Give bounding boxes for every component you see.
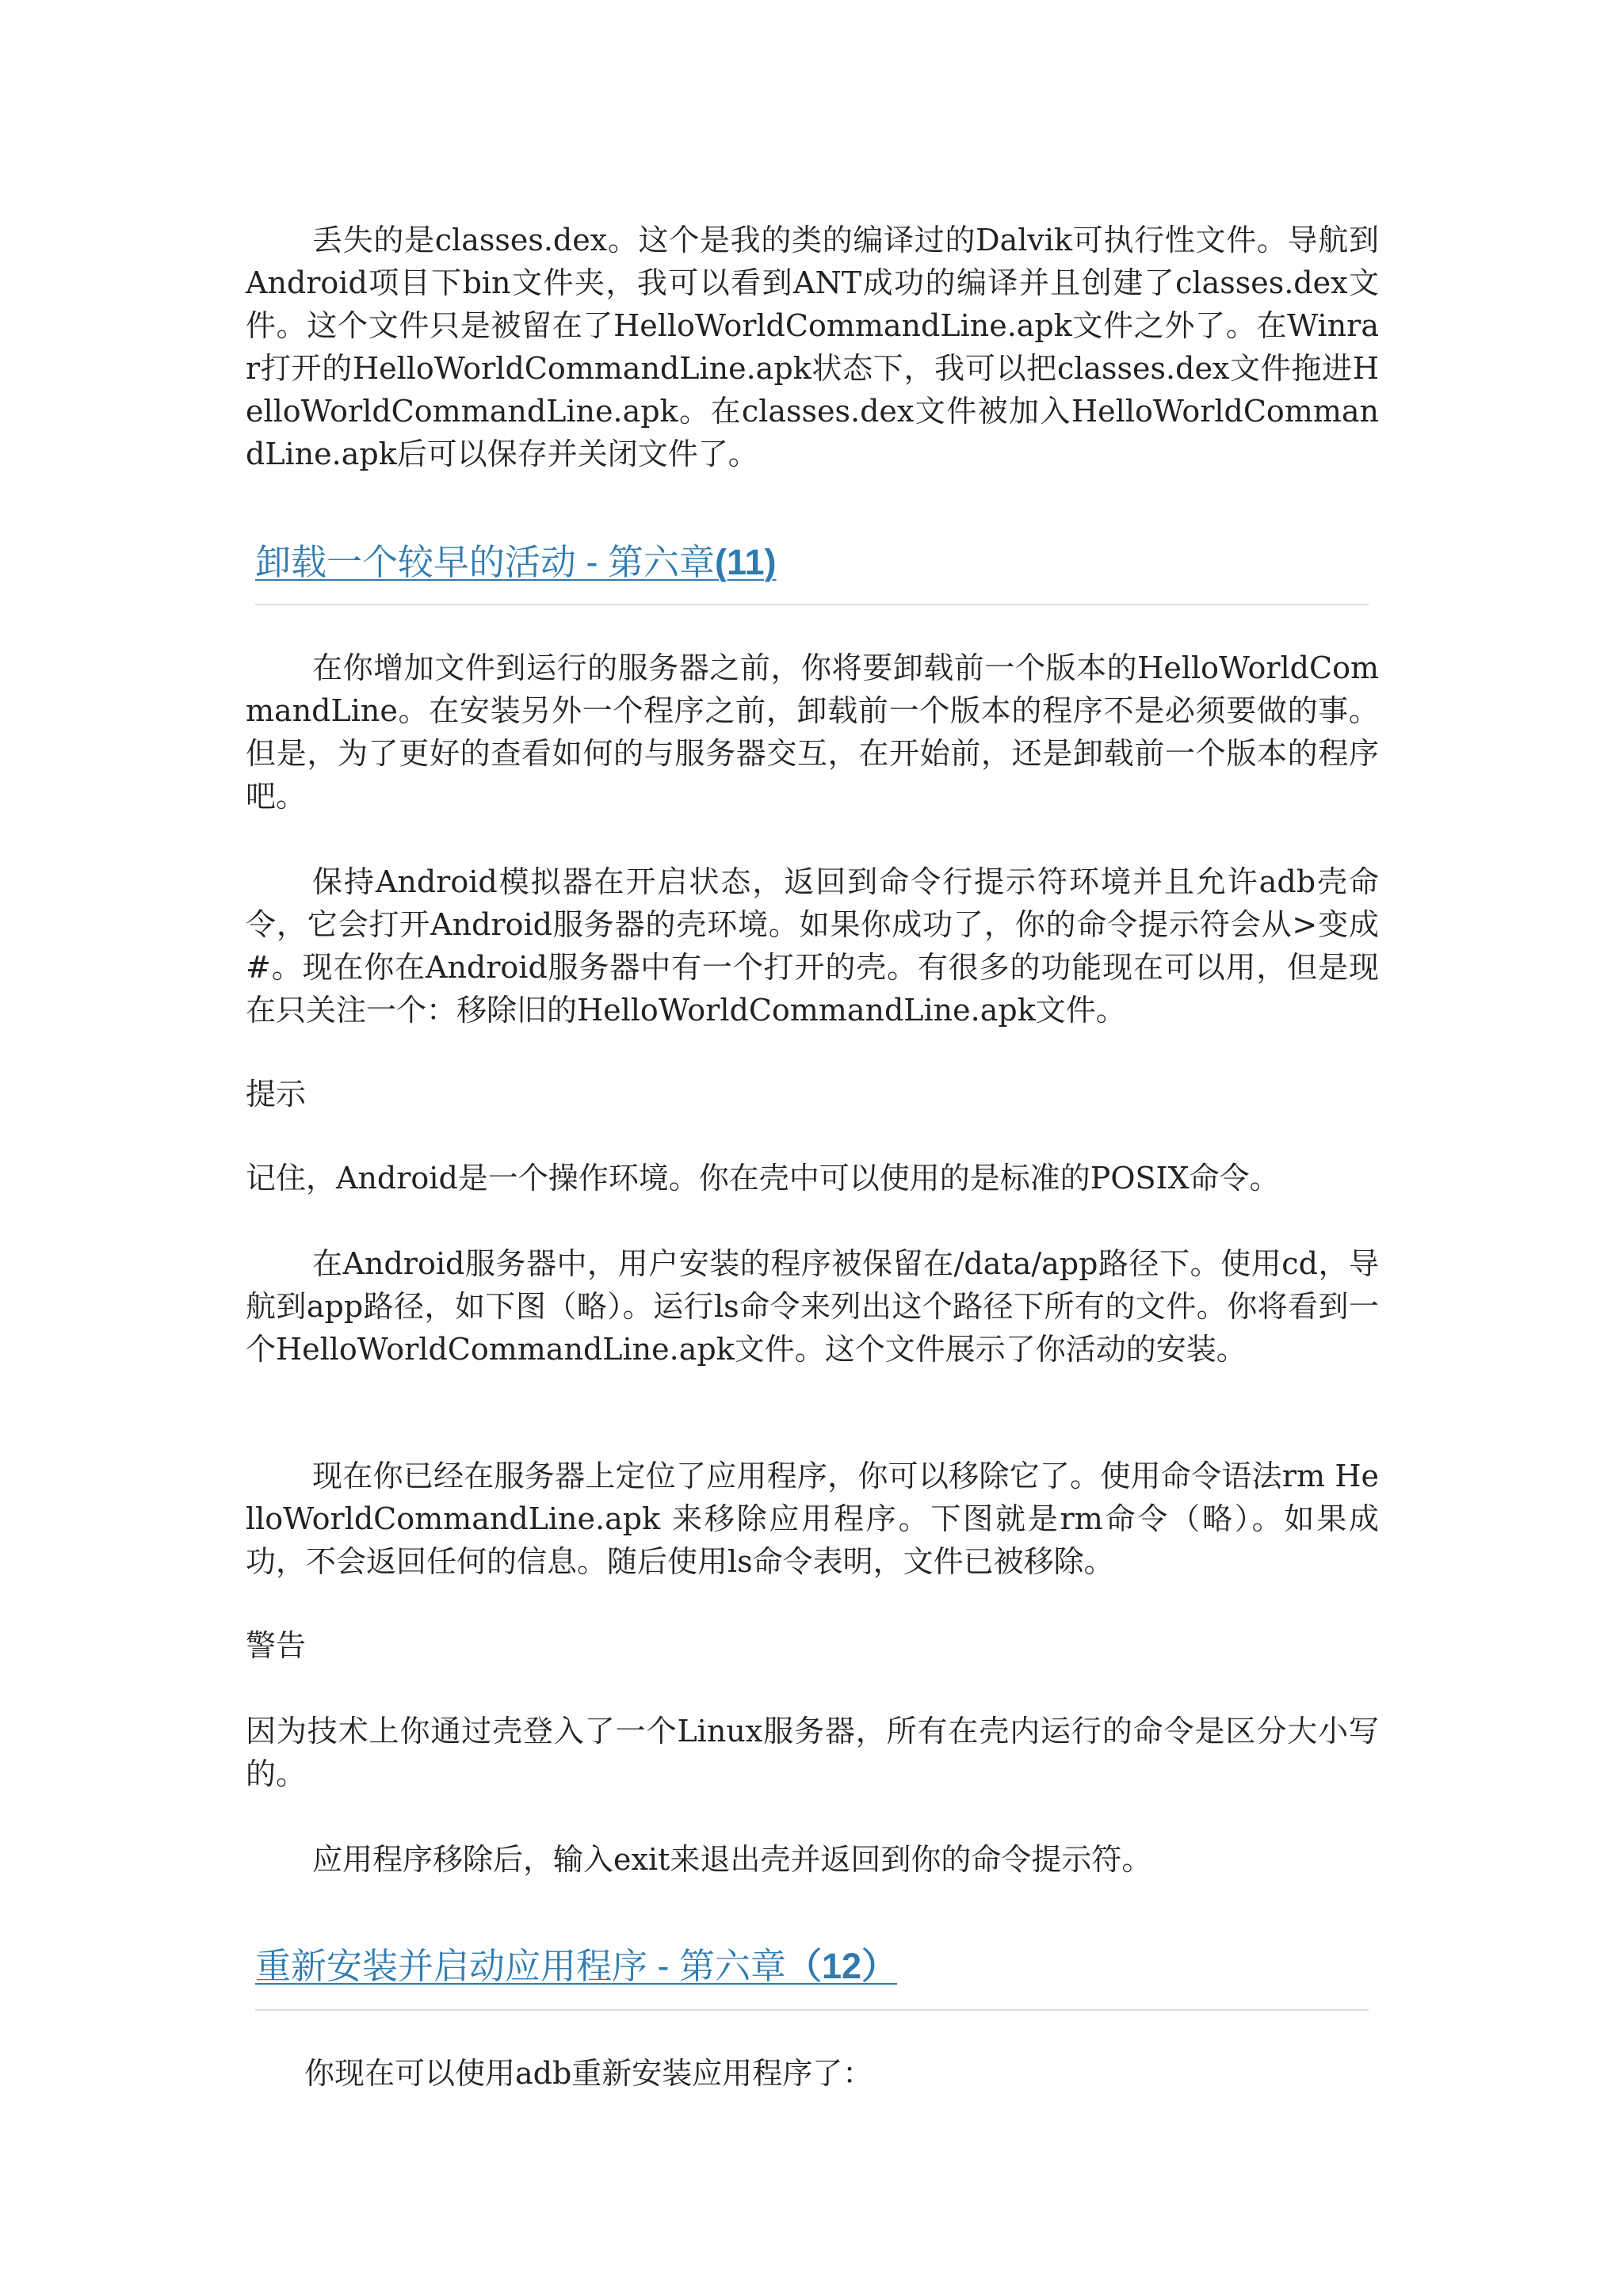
paragraph-before-add-file: 在你增加文件到运行的服务器之前，你将要卸载前一个版本的HelloWorldCommandLine。在安装另外一个程序之前，卸载前一个版本的程序不是必须要做的事。但是，为了更好的查看如何的与服务器交互，在开始前，还是卸载前一个版本的程序吧。 [246, 650, 1379, 814]
paragraph-reinstall-adb: 你现在可以使用adb重新安装应用程序了： [304, 2056, 873, 2091]
heading-uninstall-text: 卸载一个较早的活动 - 第六章 [255, 542, 715, 582]
paragraph-classes-dex: 丢失的是classes.dex。这个是我的类的编译过的Dalvik可执行性文件。导航到Android项目下bin文件夹，我可以看到ANT成功的编译并且创建了classes.dex文件。这个文件只是被留在了HelloWorldCommandLine.apk文件之外了。在Winrar打开的HelloWorldCommandLine.apk状态下，我可以把classes.dex文件拖进HelloWorldCommandLine.apk。在classes.dex文件被加入HelloWorldCommandLine.apk后可以保存并关闭文件了。 [246, 223, 1379, 471]
heading-uninstall-activity[interactable] [255, 539, 777, 586]
heading-divider [255, 604, 1369, 605]
tip-text: 记住，Android是一个操作环境。你在壳中可以使用的是标准的POSIX命令。 [246, 1161, 1280, 1196]
paragraph-exit-shell: 应用程序移除后，输入exit来退出壳并返回到你的命令提示符。 [312, 1842, 1152, 1877]
heading-reinstall-text: 重新安装并启动应用程序 - 第六章 [255, 1946, 786, 1986]
paragraph-data-app: 在Android服务器中，用户安装的程序被保留在/data/app路径下。使用cd，导航到app路径，如下图（略）。运行ls命令来列出这个路径下所有的文件。你将看到一个HelloWorldCommandLine.apk文件。这个文件展示了你活动的安装。 [246, 1246, 1379, 1367]
warning-text: 因为技术上你通过壳登入了一个Linux服务器，所有在壳内运行的命令是区分大小写的。 [246, 1714, 1379, 1791]
heading-divider [255, 2009, 1369, 2011]
heading-uninstall-number: (11) [715, 542, 777, 582]
paragraph-adb-shell: 保持Android模拟器在开启状态，返回到命令行提示符环境并且允许adb壳命令，它会打开Android服务器的壳环境。如果你成功了，你的命令提示符会从>变成#。现在你在Android服务器中有一个打开的壳。有很多的功能现在可以用，但是现在只关注一个：移除旧的HelloWorldCommandLine.apk文件。 [246, 864, 1379, 1028]
heading-reinstall-app[interactable] [255, 1943, 897, 1990]
heading-reinstall-number: （12） [786, 1946, 898, 1986]
warning-label: 警告 [246, 1628, 307, 1663]
paragraph-rm-command: 现在你已经在服务器上定位了应用程序，你可以移除它了。使用命令语法rm HelloWorldCommandLine.apk 来移除应用程序。下图就是rm命令（略）。如果成功，不会返回任何的信息。随后使用ls命令表明，文件已被移除。 [246, 1459, 1379, 1579]
tip-label: 提示 [246, 1077, 307, 1112]
